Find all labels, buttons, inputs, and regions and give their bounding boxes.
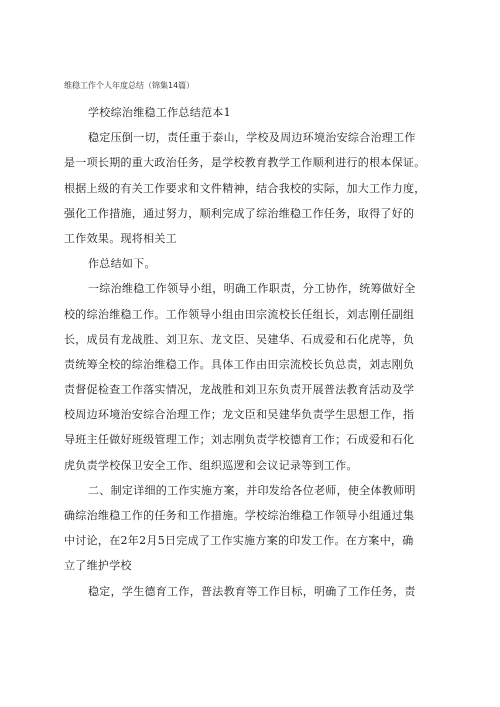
paragraph-line: 是一项长期的重大政治任务，是学校教育教学工作顺利进行的根本保证。 [64, 156, 426, 170]
document-header: 维稳工作个人年度总结（锦集14篇） [64, 81, 195, 90]
paragraph-line: 二、制定详细的工作实施方案，并印发给各位老师，使全体教师明 [88, 483, 416, 497]
paragraph-line: 强化工作措施，通过努力，顺利完成了综治维稳工作任务，取得了好的 [64, 206, 415, 220]
paragraph-line: 作总结如下。 [88, 257, 156, 271]
paragraph-line: 责统筹全校的综治维稳工作。具体工作由田宗流校长负总责，刘志刚负 [64, 357, 415, 371]
paragraph-line: 稳定，学生德育工作，普法教育等工作目标，明确了工作任务，责 [88, 584, 416, 598]
paragraph-line: 确综治维稳工作的任务和工作措施。学校综治维稳工作领导小组通过集 [64, 509, 415, 522]
paragraph-line: 虎负责学校保卫安全工作、组织巡逻和会议记录等到工作。 [64, 458, 358, 472]
paragraph-line: 导班主任做好班级管理工作；刘志刚负责学校德育工作；石成爱和石化 [64, 433, 415, 447]
paragraph-line: 立了维护学校 [64, 559, 132, 573]
paragraph-line: 中讨论，在2年2月5日完成了工作实施方案的印发工作。在方案中，确 [64, 534, 414, 548]
paragraph-line: 责督促检查工作落实情况，龙战胜和刘卫东负责开展普法教育活动及学 [64, 383, 415, 397]
paragraph-line: 校周边环境治安综合治理工作；龙文臣和吴建华负责学生思想工作，指 [64, 408, 415, 422]
document-body [64, 100, 460, 604]
paragraph-line: 一综治维稳工作领导小组，明确工作职责，分工协作，统筹做好全 [88, 282, 416, 296]
paragraph-line: 长，成员有龙战胜、刘卫东、龙文臣、吴建华、石成爱和石化虎等，负 [64, 332, 415, 346]
section-title: 学校综治维稳工作总结范本1 [88, 106, 231, 119]
paragraph-line: 稳定压倒一切，责任重于泰山，学校及周边环境治安综合治理工作 [88, 131, 416, 145]
paragraph-line: 根据上级的有关工作要求和文件精神，结合我校的实际，加大工作力度， [64, 181, 426, 195]
paragraph-line: 工作效果。现将相关工 [64, 231, 177, 245]
paragraph-line: 校的综治维稳工作。工作领导小组由田宗流校长任组长，刘志刚任副组 [64, 307, 415, 321]
